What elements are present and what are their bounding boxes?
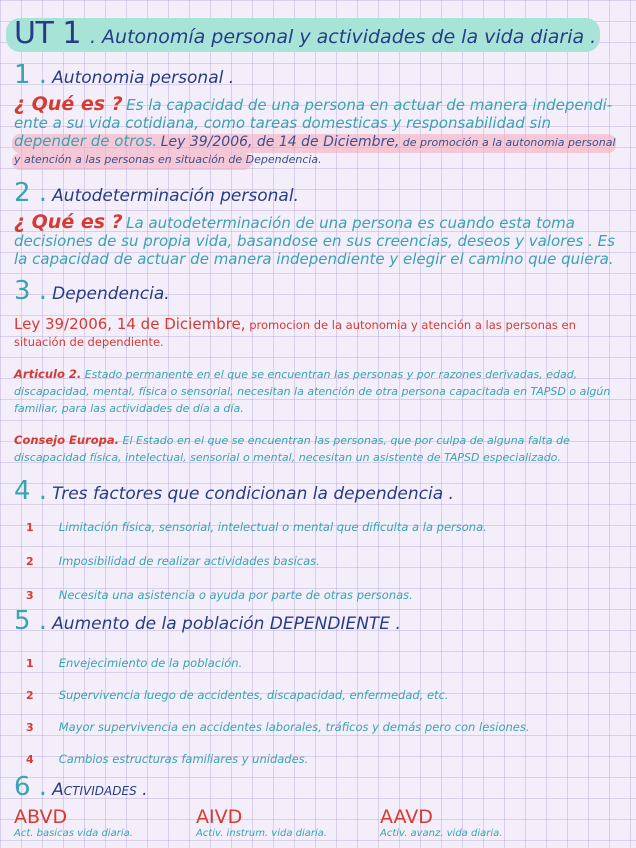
cause-item xyxy=(26,652,242,671)
activity-desc: Act. basicas vida diaria. xyxy=(14,828,133,839)
consejo-europa-block xyxy=(14,432,630,466)
item-text: Imposibilidad de realizar actividades basicas. xyxy=(58,554,320,568)
activity-aivd xyxy=(196,806,327,839)
law-description: promocion de la autonomia y atención a las personas en situación de dependiente. xyxy=(14,318,576,349)
section-6-heading xyxy=(14,772,148,802)
article-2-block xyxy=(14,366,624,417)
section-3-law xyxy=(14,316,624,351)
section-title: Autodeterminación personal. xyxy=(52,186,299,206)
item-text: Mayor supervivencia en accidentes laborales, tráficos y demás pero con lesiones. xyxy=(58,720,530,734)
activity-abvd xyxy=(14,806,133,839)
section-1-heading xyxy=(14,60,234,90)
item-number: 2 xyxy=(26,555,34,568)
definition-text: La autodeterminación de una persona es cuando esta toma decisiones de su propia vida, basandose en sus creencias, deseos y valores . Es la capacidad de actuar de manera independiente y elegir el camino que quiera. xyxy=(14,214,615,268)
section-4-heading xyxy=(14,476,454,506)
consejo-text: El Estado en el que se encuentran las personas, que por culpa de alguna falta de discapacidad física, intelectual, sensorial o mental, necesitan un asistente de TAPSD especializado. xyxy=(14,434,570,464)
section-title: Actividades . xyxy=(52,780,148,800)
factor-item xyxy=(26,516,487,535)
section-title: Aumento de la población DEPENDIENTE . xyxy=(52,614,401,634)
activity-abbr: AAVD xyxy=(380,806,433,828)
question-label: ¿ Qué es ? xyxy=(14,211,123,233)
section-number: 2 . xyxy=(14,178,48,208)
item-number: 2 xyxy=(26,689,34,702)
definition-text: Es la capacidad de una persona en actuar de manera independi- ente a su vida cotidiana, como tareas domesticas y responsabilidad sin depender de otros. xyxy=(14,96,613,150)
item-number: 1 xyxy=(26,657,34,670)
activity-aavd xyxy=(380,806,502,839)
law-reference: Ley 39/2006, 14 de Diciembre, xyxy=(14,315,246,333)
article-text: Estado permanente en el que se encuentran las personas y por razones derivadas, edad, discapacidad, mental, física o sensorial, necesitan la atención de otra persona capacitada en TAPSD o algún familiar, para las actividades de día a día. xyxy=(14,368,611,415)
factor-item xyxy=(26,550,320,569)
question-label: ¿ Qué es ? xyxy=(14,93,123,115)
title-unit: UT 1 xyxy=(14,16,81,51)
item-text: Cambios estructuras familiares y unidades. xyxy=(58,752,309,766)
consejo-label: Consejo Europa. xyxy=(14,433,119,447)
section-2-body xyxy=(14,211,622,269)
section-2-heading xyxy=(14,178,299,208)
section-title: Dependencia. xyxy=(52,284,170,304)
item-number: 1 xyxy=(26,521,34,534)
cause-item xyxy=(26,716,530,735)
cause-item xyxy=(26,684,449,703)
item-text: Necesita una asistencia o ayuda por parte de otras personas. xyxy=(58,588,413,602)
section-1-body xyxy=(14,93,622,168)
item-text: Envejecimiento de la población. xyxy=(58,656,243,670)
section-number: 6 . xyxy=(14,772,48,802)
item-text: Limitación física, sensorial, intelectual o mental que dificulta a la persona. xyxy=(58,520,487,534)
section-3-heading xyxy=(14,276,170,306)
section-number: 1 . xyxy=(14,60,48,90)
title-text: . Autonomía personal y actividades de la vida diaria . xyxy=(89,26,597,48)
item-number: 4 xyxy=(26,753,34,766)
section-title: Autonomia personal . xyxy=(52,68,235,88)
activity-desc: Activ. avanz. vida diaria. xyxy=(380,828,503,839)
law-description: de promoción a la autonomia personal y atención a las personas en situación de Dependencia. xyxy=(14,136,616,166)
factor-item xyxy=(26,584,413,603)
section-title: Tres factores que condicionan la dependencia . xyxy=(52,484,454,504)
section-5-heading xyxy=(14,606,401,636)
law-reference: Ley 39/2006, de 14 de Diciembre, xyxy=(160,134,400,150)
activity-desc: Activ. instrum. vida diaria. xyxy=(196,828,328,839)
article-label: Articulo 2. xyxy=(14,367,82,381)
section-number: 5 . xyxy=(14,606,48,636)
page-title xyxy=(14,16,596,51)
activity-abbr: ABVD xyxy=(14,806,68,828)
item-text: Supervivencia luego de accidentes, discapacidad, enfermedad, etc. xyxy=(58,688,449,702)
item-number: 3 xyxy=(26,721,34,734)
cause-item xyxy=(26,748,308,767)
section-number: 3 . xyxy=(14,276,48,306)
item-number: 3 xyxy=(26,589,34,602)
section-number: 4 . xyxy=(14,476,48,506)
activity-abbr: AIVD xyxy=(196,806,243,828)
